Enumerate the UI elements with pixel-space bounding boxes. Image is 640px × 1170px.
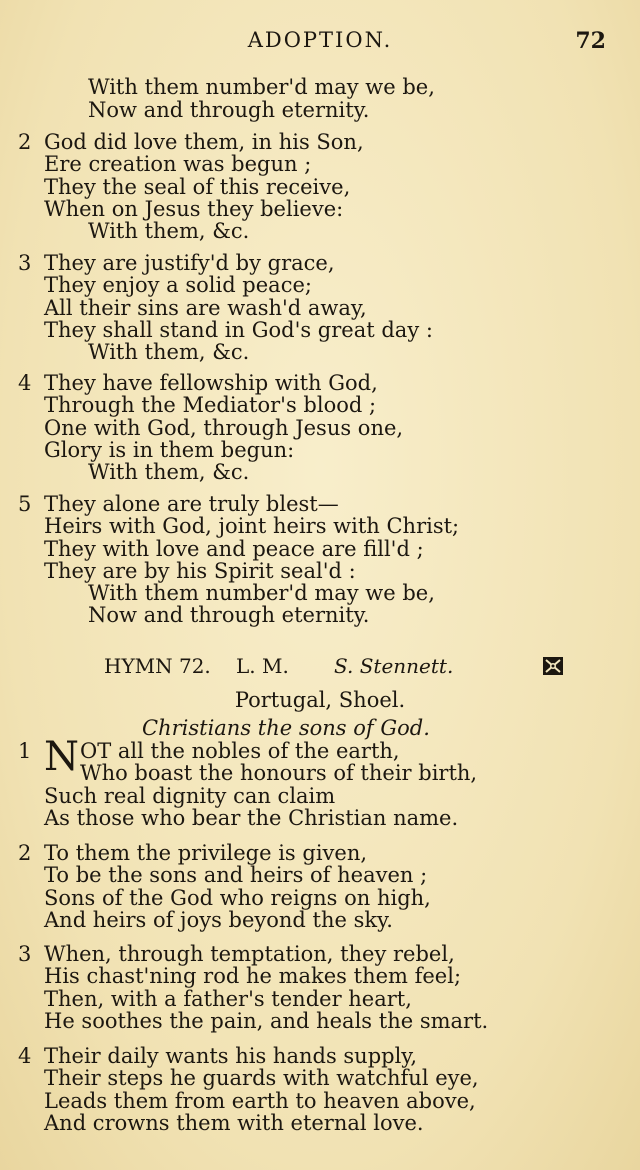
verse-line: They enjoy a solid peace; <box>44 273 312 297</box>
stanza-number: 3 <box>18 251 32 275</box>
verse-line: They shall stand in God's great day : <box>44 318 433 342</box>
verse-line: Such real dignity can claim <box>44 784 336 808</box>
verse-line: Then, with a father's tender heart, <box>44 987 412 1011</box>
verse-line: They are by his Spirit seal'd : <box>44 559 356 583</box>
verse-line: God did love them, in his Son, <box>44 130 364 154</box>
verse-line: Sons of the God who reigns on high, <box>44 886 431 910</box>
hymn-number: HYMN 72. <box>104 654 211 678</box>
verse-line: As those who bear the Christian name. <box>44 806 459 830</box>
refrain-line: With them, &c. <box>88 340 250 364</box>
verse-line: They the seal of this receive, <box>44 175 351 199</box>
verse-line: When on Jesus they believe: <box>44 197 344 221</box>
stanza-number: 4 <box>18 371 32 395</box>
hymn-meter: L. M. <box>236 654 289 678</box>
stanza-number: 3 <box>18 942 32 966</box>
verse-line: To them the privilege is given, <box>44 841 368 865</box>
running-head: ADOPTION. <box>247 28 393 52</box>
verse-line: OT all the nobles of the earth, <box>80 739 400 763</box>
verse-line: Through the Mediator's blood ; <box>44 393 377 417</box>
verse-line: Heirs with God, joint heirs with Christ; <box>44 514 460 538</box>
verse-line: They are justify'd by grace, <box>44 251 335 275</box>
refrain-line: With them, &c. <box>88 460 250 484</box>
verse-line: When, through temptation, they rebel, <box>44 942 455 966</box>
hymn-subject: Christians the sons of God. <box>142 716 430 740</box>
verse-line: Ere creation was begun ; <box>44 152 312 176</box>
verse-line: Who boast the honours of their birth, <box>80 761 478 785</box>
hymn-author: S. Stennett. <box>334 654 454 678</box>
verse-line: Their steps he guards with watchful eye, <box>44 1066 479 1090</box>
verse-line: They with love and peace are fill'd ; <box>44 537 424 561</box>
verse-line: To be the sons and heirs of heaven ; <box>44 863 428 887</box>
verse-line: Their daily wants his hands supply, <box>44 1044 418 1068</box>
verse-line: Glory is in them begun: <box>44 438 295 462</box>
verse-line: His chast'ning rod he makes them feel; <box>44 964 462 988</box>
chorus-line: Now and through eternity. <box>88 98 370 122</box>
stanza-number: 2 <box>18 130 32 154</box>
verse-line: And heirs of joys beyond the sky. <box>44 908 393 932</box>
page-number: 72 <box>575 28 606 54</box>
refrain-line: With them, &c. <box>88 219 250 243</box>
chorus-line: With them number'd may we be, <box>88 75 435 99</box>
verse-line: They alone are truly blest— <box>44 492 339 516</box>
tune-name: Portugal, Shoel. <box>234 688 406 712</box>
page-header <box>0 28 640 58</box>
stanza-number: 2 <box>18 841 32 865</box>
verse-line: They have fellowship with God, <box>44 371 378 395</box>
verse-line: He soothes the pain, and heals the smart. <box>44 1009 489 1033</box>
stanza-number: 4 <box>18 1044 32 1068</box>
verse-line: Leads them from earth to heaven above, <box>44 1089 476 1113</box>
verse-line: All their sins are wash'd away, <box>44 296 367 320</box>
refrain-line: With them number'd may we be, <box>88 581 435 605</box>
drop-cap: N <box>44 734 79 780</box>
verse-line: One with God, through Jesus one, <box>44 416 404 440</box>
stanza-number: 1 <box>18 739 32 763</box>
stanza-number: 5 <box>18 492 32 516</box>
printers-ornament-icon <box>540 654 566 678</box>
refrain-line: Now and through eternity. <box>88 603 370 627</box>
verse-line: And crowns them with eternal love. <box>44 1111 424 1135</box>
